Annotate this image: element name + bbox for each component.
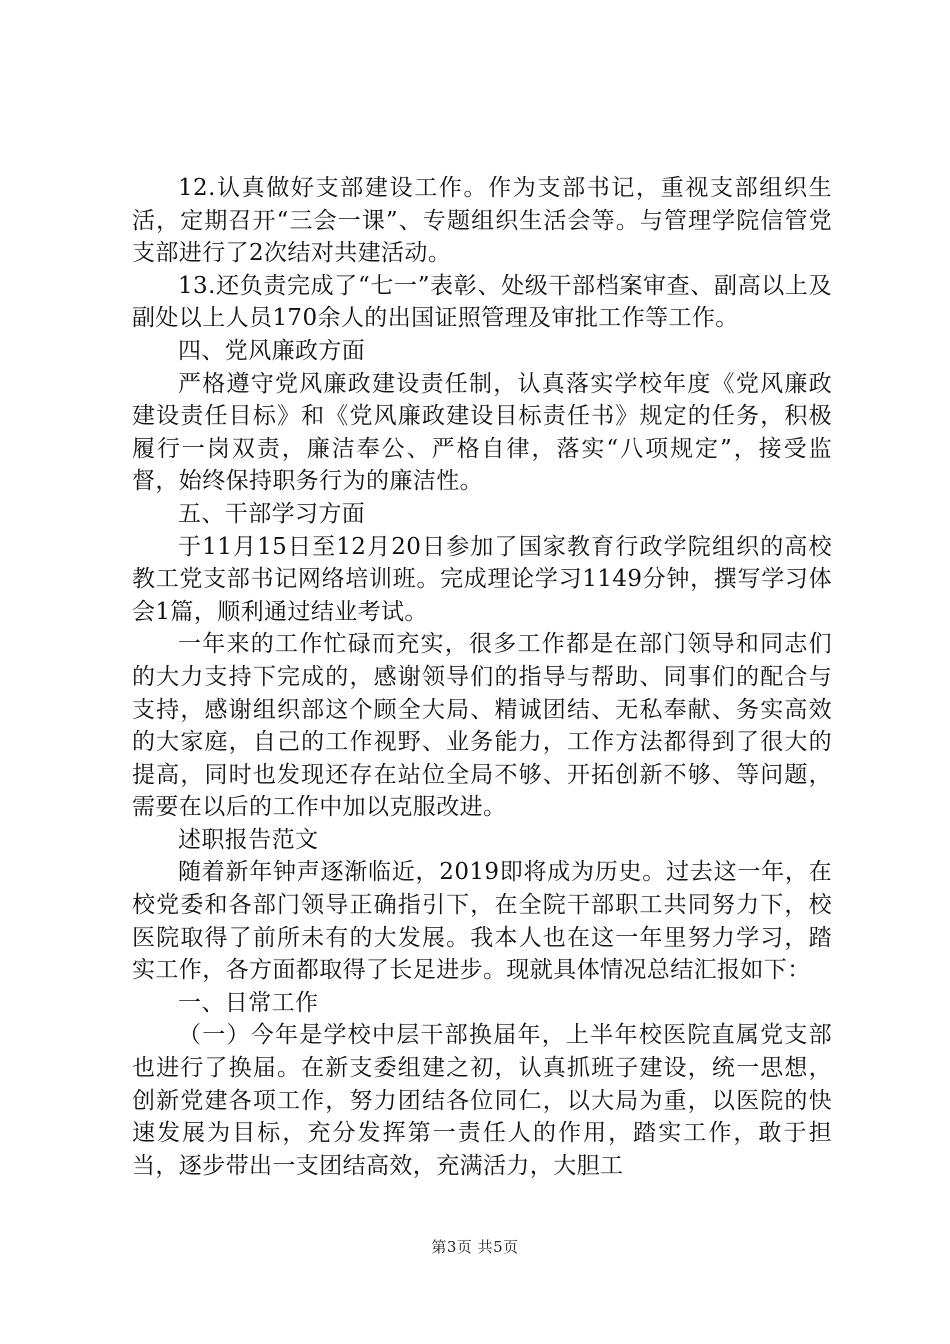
document-body <box>132 172 832 1182</box>
section-heading-sample-report: 述职报告范文 <box>178 826 319 853</box>
paragraph-item-13: 13.还负责完成了“七一”表彰、处级干部档案审查、副高以上及副处以上人员170余人的出国证照管理及审批工作等工作。 <box>132 272 832 332</box>
paragraph-study: 于11月15日至12月20日参加了国家教育行政学院组织的高校教工党支部书记网络培训班。完成理论学习1149分钟，撰写学习体会1篇，顺利通过结业考试。 <box>132 533 832 625</box>
paragraph-daily-work-1: （一）今年是学校中层干部换届年，上半年校医院直属党支部也进行了换届。在新支委组建之初，认真抓班子建设，统一思想，创新党建各项工作，努力团结各位同仁，以大局为重，以医院的快速发展为目标，充分发挥第一责任人的作用，踏实工作，敢于担当，逐步带出一支团结高效，充满活力，大胆工 <box>132 1022 832 1179</box>
paragraph-report-intro: 随着新年钟声逐渐临近，2019即将成为历史。过去这一年，在校党委和各部门领导正确指引下，在全院干部职工共同努力下，校医院取得了前所未有的大发展。我本人也在这一年里努力学习，踏实工作，各方面都取得了长足进步。现就具体情况总结汇报如下： <box>132 859 832 984</box>
paragraph-summary: 一年来的工作忙碌而充实，很多工作都是在部门领导和同志们的大力支持下完成的，感谢领导们的指导与帮助、同事们的配合与支持，感谢组织部这个顾全大局、精诚团结、无私奉献、务实高效的大家庭，自己的工作视野、业务能力，工作方法都得到了很大的提高，同时也发现还存在站位全局不够、开拓创新不够、等问题，需要在以后的工作中加以克服改进。 <box>132 631 832 821</box>
page-number-footer: 第3页 共5页 <box>431 1238 519 1256</box>
section-heading-daily-work: 一、日常工作 <box>178 989 319 1016</box>
paragraph-item-12: 12.认真做好支部建设工作。作为支部书记，重视支部组织生活，定期召开“三会一课”、专题组织生活会等。与管理学院信管党支部进行了2次结对共建活动。 <box>132 175 832 267</box>
paragraph-integrity: 严格遵守党风廉政建设责任制，认真落实学校年度《党风廉政建设责任目标》和《党风廉政建设目标责任书》规定的任务，积极履行一岗双责，廉洁奉公、严格自律，落实“八项规定”，接受监督，始终保持职务行为的廉洁性。 <box>132 370 832 495</box>
section-heading-study: 五、干部学习方面 <box>178 500 366 527</box>
section-heading-integrity: 四、党风廉政方面 <box>178 337 366 364</box>
